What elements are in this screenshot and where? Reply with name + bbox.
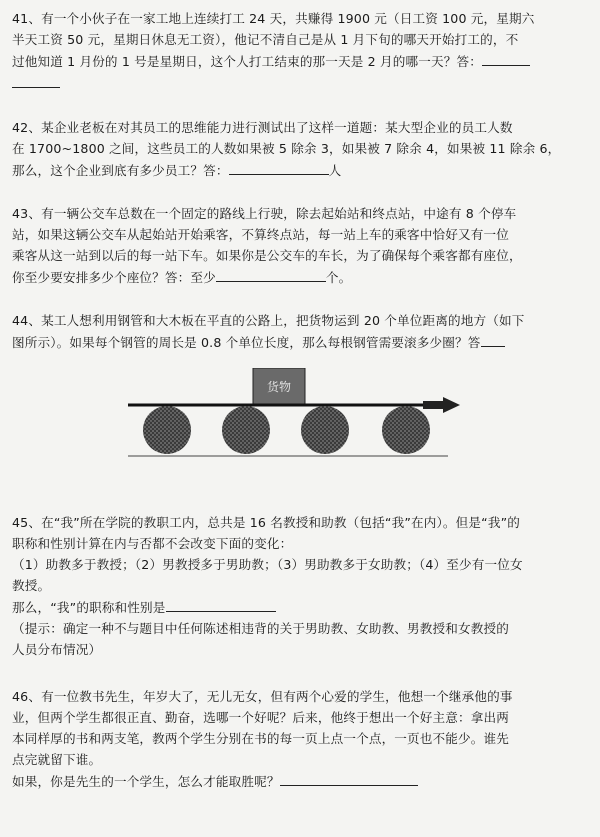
- answer-blank-45[interactable]: [166, 596, 276, 612]
- question-41-answer-line: [12, 72, 582, 94]
- question-45-line-5-text: 那么，“我”的职称和性别是: [12, 600, 166, 615]
- question-42-suffix: 人: [328, 163, 342, 178]
- question-42-line-1: 42、某企业老板在对其员工的思维能力进行测试出了这样一道题：某大型企业的员工人数: [12, 120, 513, 135]
- question-43-suffix: 个。: [325, 270, 352, 285]
- question-45-line-3: （1）助教多于教授；（2）男教授多于男助教；（3）男助教多于女助教；（4）至少有一位女: [12, 557, 523, 572]
- question-45-line-5: [12, 596, 582, 618]
- steel-pipe-2: [222, 406, 270, 454]
- direction-arrow-shaft: [423, 401, 445, 409]
- question-42-line-2: 在 1700~1800 之间，这些员工的人数如果被 5 除余 3，如果被 7 除余 4，如果被 11 除余 6，: [12, 141, 561, 156]
- question-41-line-1: 41、有一个小伙子在一家工地上连续打工 24 天，共赚得 1900 元（日工资 100 元，星期六: [12, 11, 535, 26]
- question-46-line-5-text: 如果，你是先生的一个学生，怎么才能取胜呢？: [12, 774, 280, 789]
- answer-blank-44[interactable]: [481, 331, 505, 347]
- question-44-line-2-text: 图所示）。如果每个钢管的周长是 0.8 个单位长度，那么每根钢管需要滚多少圈？答: [12, 335, 481, 350]
- question-41-line-3-text: 过他知道 1 月份的 1 号是星期日，这个人打工结束的那一天是 2 月的哪一天？答：: [12, 54, 482, 69]
- question-45-line-1: 45、在“我”所在学院的教职工内，总共是 16 名教授和助教（包括“我”在内）。但是“我”的: [12, 515, 520, 530]
- question-46-line-1: 46、有一位教书先生，年岁大了，无儿无女，但有两个心爱的学生，他想一个继承他的事: [12, 689, 513, 704]
- direction-arrow-icon: [443, 397, 460, 413]
- question-41-line-2: 半天工资 50 元，星期日休息无工资），他记不清自己是从 1 月下旬的哪天开始打工的，不: [12, 32, 519, 47]
- question-42: [12, 117, 582, 181]
- question-46-line-4: 点完就留下谁。: [12, 752, 102, 767]
- question-46-line-2: 业，但两个学生都很正直、勤奋，选哪一个好呢？后来，他终于想出一个好主意：拿出两: [12, 710, 510, 725]
- steel-pipe-4: [382, 406, 430, 454]
- cargo-box-label: 货物: [266, 380, 292, 394]
- steel-pipe-3: [301, 406, 349, 454]
- answer-blank-41-continued[interactable]: [12, 72, 60, 88]
- question-42-line-3: [12, 159, 582, 181]
- question-43-line-3: 乘客从这一站到以后的每一站下车。如果你是公交车的车长，为了确保每个乘客都有座位，: [12, 248, 522, 263]
- question-43: [12, 203, 582, 288]
- answer-blank-41[interactable]: [482, 50, 530, 66]
- answer-blank-42[interactable]: [229, 159, 329, 175]
- question-43-line-4: [12, 266, 582, 288]
- question-41-line-3: [12, 50, 582, 72]
- question-46: [12, 686, 582, 792]
- question-43-line-1: 43、有一辆公交车总数在一个固定的路线上行驶，除去起始站和终点站，中途有 8 个停车: [12, 206, 517, 221]
- question-44: [12, 310, 582, 353]
- question-42-line-3-text: 那么，这个企业到底有多少员工？答：: [12, 163, 229, 178]
- question-45: [12, 512, 582, 660]
- question-45-line-4: 教授。: [12, 578, 51, 593]
- question-46-line-5: [12, 770, 582, 792]
- question-44-line-1: 44、某工人想利用钢管和大木板在平直的公路上，把货物运到 20 个单位距离的地方（如下: [12, 313, 525, 328]
- question-46-line-3: 本同样厚的书和两支笔，教两个学生分别在书的每一页上点一个点，一页也不能少。谁先: [12, 731, 510, 746]
- question-43-line-2: 站，如果这辆公交车从起始站开始乘客，不算终点站，每一站上车的乘客中恰好又有一位: [12, 227, 510, 242]
- pipe-rolling-diagram: [118, 368, 468, 464]
- question-45-line-6: （提示：确定一种不与题目中任何陈述相违背的关于男助教、女助教、男教授和女教授的: [12, 621, 510, 636]
- question-43-line-4-text: 你至少要安排多少个座位？答：至少: [12, 270, 216, 285]
- steel-pipe-1: [143, 406, 191, 454]
- question-45-line-2: 职称和性别计算在内与否都不会改变下面的变化：: [12, 536, 293, 551]
- answer-blank-43[interactable]: [216, 266, 326, 282]
- question-45-line-7: 人员分布情况）: [12, 642, 102, 657]
- question-41: [12, 8, 582, 94]
- question-44-line-2: [12, 331, 582, 353]
- answer-blank-46[interactable]: [280, 770, 418, 786]
